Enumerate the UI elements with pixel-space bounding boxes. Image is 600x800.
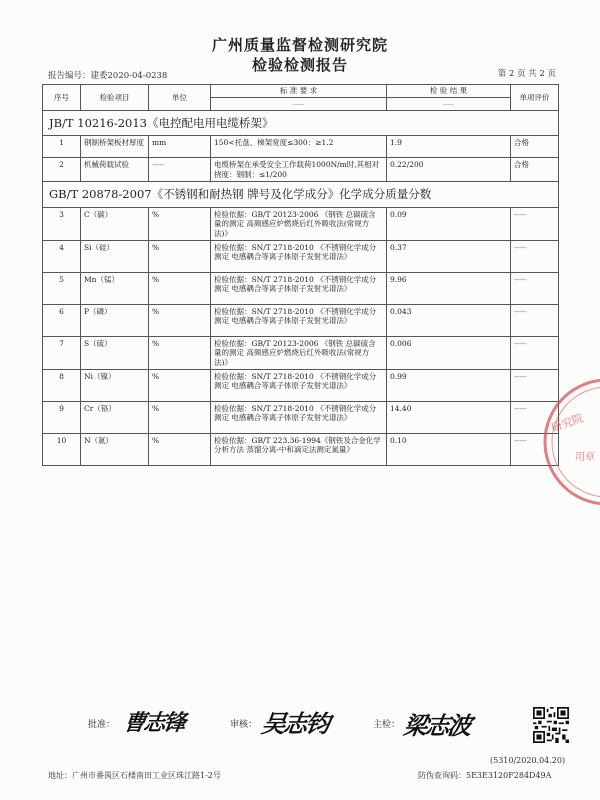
row-item: N（氮） <box>81 434 149 466</box>
approve-signature: 曹志锋 <box>121 711 186 736</box>
row-unit: % <box>149 207 211 240</box>
col-item: 检验项目 <box>81 85 149 111</box>
row-seq: 8 <box>43 370 81 402</box>
main-signature: 梁志波 <box>401 712 472 740</box>
row-seq: 6 <box>43 304 81 336</box>
table-row <box>43 304 559 336</box>
row-item: Mn（锰） <box>81 272 149 304</box>
row-item: Ni（镍） <box>81 370 149 402</box>
svg-text:研究院: 研究院 <box>549 411 586 435</box>
col-unit: 单位 <box>149 85 211 111</box>
table-row <box>43 207 559 240</box>
row-unit: % <box>149 370 211 402</box>
row-evaluation: ----- <box>511 434 559 466</box>
row-standard: 检验依据：GB/T 20123-2006 《钢铁 总碳硫含量的测定 高频感应炉燃烧后红外吸收法(常规方法)》 <box>211 207 387 240</box>
row-standard: 检验依据：SN/T 2718-2010 《不锈钢化学成分测定 电感耦合等离子体原子发射光谱法》 <box>211 304 387 336</box>
table-row <box>43 336 559 369</box>
row-item: P（磷） <box>81 304 149 336</box>
col-result-sub: ----- <box>387 98 511 111</box>
row-result: 0.10 <box>387 434 511 466</box>
row-result: 9.96 <box>387 272 511 304</box>
row-result: 1.9 <box>387 136 511 158</box>
report-title: 检验检测报告 <box>251 56 348 74</box>
row-standard: 检验依据：GB/T 20123-2006 《钢铁 总碳硫含量的测定 高频感应炉燃烧后红外吸收法(常规方法)》 <box>211 336 387 369</box>
row-evaluation: ----- <box>511 207 559 240</box>
table-row <box>43 136 559 158</box>
row-unit: % <box>149 402 211 434</box>
row-result: 0.006 <box>387 336 511 369</box>
col-evaluation: 单项评价 <box>511 85 559 111</box>
seal-stamp <box>535 372 600 512</box>
row-unit: ----- <box>149 158 211 182</box>
row-standard: 检验依据：SN/T 2718-2010 《不锈钢化学成分测定 电感耦合等离子体原子发射光谱法》 <box>211 370 387 402</box>
anti-fake-code: 防伪查询码：5E3E3120F284D49A <box>418 771 552 780</box>
row-result: 0.37 <box>387 240 511 272</box>
row-item: 机械荷载试验 <box>81 158 149 182</box>
row-seq: 3 <box>43 207 81 240</box>
row-unit: % <box>149 240 211 272</box>
main-label: 主检： <box>373 720 401 730</box>
table-row <box>43 240 559 272</box>
row-evaluation: ----- <box>511 304 559 336</box>
row-unit: % <box>149 336 211 369</box>
row-item: S（硫） <box>81 336 149 369</box>
row-standard: 检验依据：SN/T 2718-2010 《不锈钢化学成分测定 电感耦合等离子体原子发射光谱法》 <box>211 240 387 272</box>
row-evaluation: ----- <box>511 336 559 369</box>
section-title: JB/T 10216-2013《电控配电用电缆桥架》 <box>43 111 559 136</box>
address: 地址：广州市番禺区石楼南田工业区珠江路1-2号 <box>48 771 221 780</box>
table-row <box>43 272 559 304</box>
row-evaluation: 合格 <box>511 136 559 158</box>
row-unit: % <box>149 304 211 336</box>
row-item: 钢制桥架板材厚度 <box>81 136 149 158</box>
row-item: C（碳） <box>81 207 149 240</box>
table-row <box>43 370 559 402</box>
row-result: 0.99 <box>387 370 511 402</box>
row-seq: 10 <box>43 434 81 466</box>
row-evaluation: 合格 <box>511 158 559 182</box>
page-info: 第 2 页 共 2 页 <box>497 69 556 79</box>
row-result: 0.09 <box>387 207 511 240</box>
row-seq: 7 <box>43 336 81 369</box>
row-standard: 150<托盘、梯架宽度≤300：≥1.2 <box>211 136 387 158</box>
col-standard-sub: ----- <box>211 98 387 111</box>
table-row <box>43 402 559 434</box>
row-unit: % <box>149 272 211 304</box>
col-seq: 序号 <box>43 85 81 111</box>
qr-code-icon <box>533 707 569 743</box>
row-seq: 2 <box>43 158 81 182</box>
row-item: Cr（铬） <box>81 402 149 434</box>
row-evaluation: ----- <box>511 370 559 402</box>
row-evaluation: ----- <box>511 240 559 272</box>
row-standard: 电缆桥架在承受安全工作载荷1000N/m时,其相对挠度：钢制：≤1/200 <box>211 158 387 182</box>
results-table <box>42 84 559 466</box>
row-standard: 检验依据：GB/T 223.36-1994《钢铁及合金化学分析方法 蒸馏分离-中和滴定法测定氮量》 <box>211 434 387 466</box>
row-seq: 1 <box>43 136 81 158</box>
row-unit: % <box>149 434 211 466</box>
row-seq: 9 <box>43 402 81 434</box>
svg-text:用章: 用章 <box>575 452 595 463</box>
row-unit: mm <box>149 136 211 158</box>
approve-label: 批准： <box>88 720 116 730</box>
row-result: 0.043 <box>387 304 511 336</box>
row-item: Si（硅） <box>81 240 149 272</box>
col-result: 检 验 结 果 <box>387 85 511 98</box>
row-standard: 检验依据：SN/T 2718-2010 《不锈钢化学成分测定 电感耦合等离子体原子发射光谱法》 <box>211 402 387 434</box>
row-seq: 4 <box>43 240 81 272</box>
review-signature: 吴志钧 <box>259 710 330 738</box>
table-row <box>43 434 559 466</box>
row-result: 0.22/200 <box>387 158 511 182</box>
section-title: GB/T 20878-2007《不锈钢和耐热钢 牌号及化学成分》化学成分质量分数 <box>43 182 559 207</box>
row-seq: 5 <box>43 272 81 304</box>
row-evaluation: ----- <box>511 272 559 304</box>
row-result: 14.40 <box>387 402 511 434</box>
col-standard: 标 准 要 求 <box>211 85 387 98</box>
row-evaluation: ----- <box>511 402 559 434</box>
report-number: 报告编号：建委2020-04-0238 <box>48 71 168 81</box>
review-label: 审核： <box>230 720 258 730</box>
table-row <box>43 158 559 182</box>
institute-title: 广州质量监督检测研究院 <box>211 36 388 54</box>
row-standard: 检验依据：SN/T 2718-2010 《不锈钢化学成分测定 电感耦合等离子体原子发射光谱法》 <box>211 272 387 304</box>
report-code: (5310/2020.04.20) <box>490 756 566 765</box>
